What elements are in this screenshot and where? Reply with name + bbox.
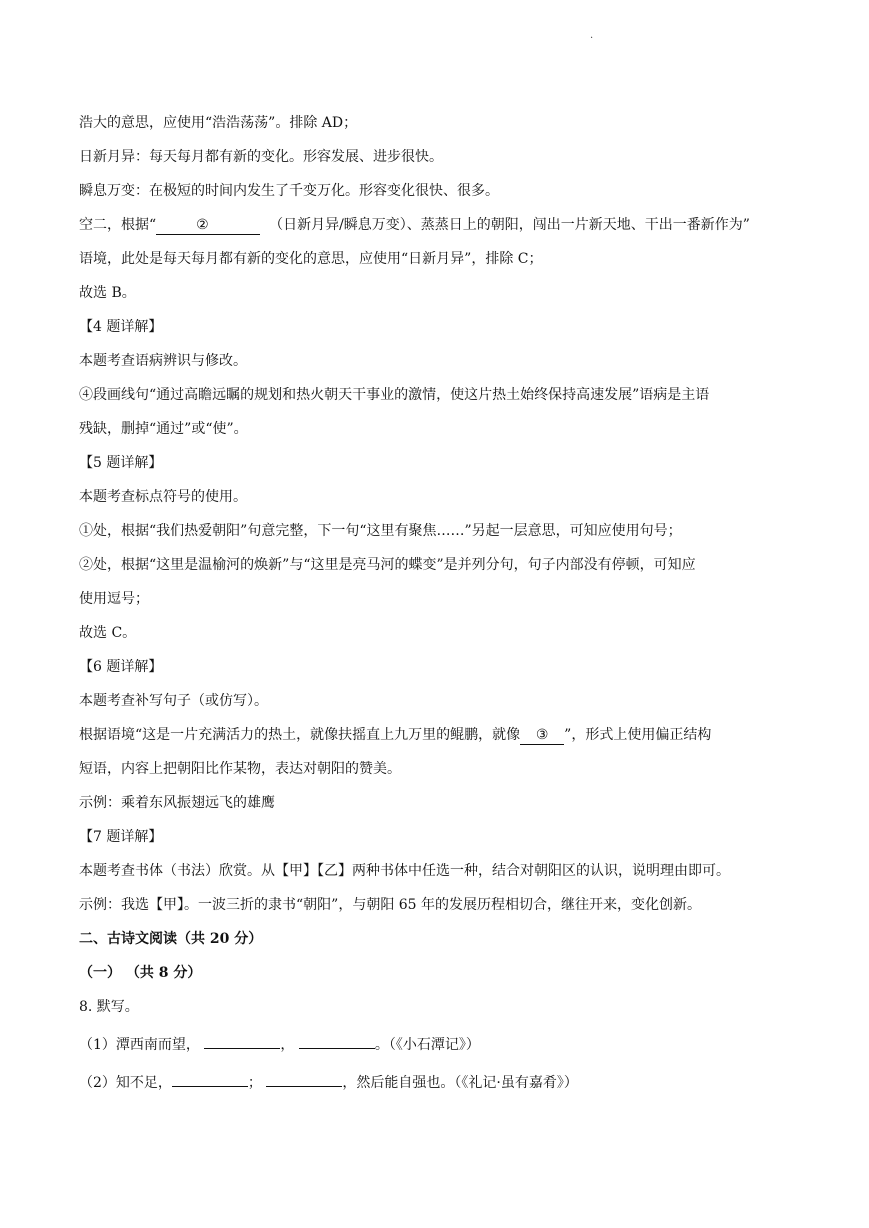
text-segment: 根据语境“这是一片充满活力的热土，就像扶摇直上九万里的鲲鹏，就像 bbox=[79, 727, 521, 743]
text-line: 示例：我选【甲】。一波三折的隶书“朝阳”，与朝阳 65 年的发展历程相切合，继往开来，变化创新。 bbox=[79, 897, 702, 913]
text-line: 残缺，删掉“通过”或“使”。 bbox=[79, 421, 248, 437]
text-segment: 空二，根据“ bbox=[79, 217, 157, 233]
text-line: 本题考查标点符号的使用。 bbox=[79, 489, 247, 505]
text-segment: ； bbox=[247, 1075, 262, 1091]
text-segment: ”，形式上使用偏正结构 bbox=[564, 727, 712, 743]
text-line: 本题考查书体（书法）欣赏。从【甲】【乙】两种书体中任选一种，结合对朝阳区的认识，说明理由即可。 bbox=[79, 863, 730, 879]
answer-blank bbox=[266, 1070, 342, 1087]
text-line: 浩大的意思，应使用“浩浩荡荡”。排除 AD； bbox=[79, 115, 358, 131]
section-heading: 【4 题详解】 bbox=[79, 319, 163, 335]
text-line: 使用逗号； bbox=[79, 591, 149, 607]
text-line: 日新月异：每天每月都有新的变化。形容发展、进步很快。 bbox=[79, 149, 443, 165]
document-body bbox=[79, 106, 799, 1100]
question-title: 8. 默写。 bbox=[79, 999, 139, 1015]
blank-3: ③ bbox=[520, 726, 564, 745]
part-heading: 二、古诗文阅读（共 20 分） bbox=[79, 931, 263, 947]
text-line: 瞬息万变：在极短的时间内发生了千变万化。形容变化很快、很多。 bbox=[79, 183, 499, 199]
answer-blank bbox=[299, 1032, 375, 1049]
question-line bbox=[79, 1028, 799, 1062]
text-segment: 。（《小石潭记》） bbox=[374, 1037, 480, 1053]
text-segment: （1）潭西南而望， bbox=[79, 1037, 200, 1053]
text-line bbox=[79, 718, 799, 752]
text-line: 示例：乘着东风振翅远飞的雄鹰 bbox=[79, 795, 275, 811]
section-heading: 【5 题详解】 bbox=[79, 455, 163, 471]
text-line: ②处，根据“这里是温榆河的焕新”与“这里是亮马河的蝶变”是并列分句，句子内部没有停顿，可知应 bbox=[79, 557, 696, 573]
text-line: ①处，根据“我们热爱朝阳”句意完整，下一句“这里有聚焦……”另起一层意思，可知应使用句号； bbox=[79, 523, 682, 539]
text-segment: （2）知不足， bbox=[79, 1075, 172, 1091]
question-line bbox=[79, 1066, 799, 1100]
text-line: 语境，此处是每天每月都有新的变化的意思，应使用“日新月异”，排除 C； bbox=[79, 251, 543, 267]
answer-blank bbox=[172, 1070, 248, 1087]
text-segment: （日新月异/瞬息万变）、蒸蒸日上的朝阳，闯出一片新天地、干出一番新作为” bbox=[269, 217, 750, 233]
text-line: 故选 B。 bbox=[79, 285, 136, 301]
text-line: ④段画线句“通过高瞻远瞩的规划和热火朝天干事业的激情，使这片热土始终保持高速发展”语病是主语 bbox=[79, 387, 710, 403]
section-heading: 【7 题详解】 bbox=[79, 829, 163, 845]
text-line: 故选 C。 bbox=[79, 625, 137, 641]
header-dot: . bbox=[590, 30, 594, 41]
text-line: 短语，内容上把朝阳比作某物，表达对朝阳的赞美。 bbox=[79, 761, 401, 777]
subpart-heading: （一） （共 8 分） bbox=[79, 965, 202, 981]
text-line: 本题考查语病辨识与修改。 bbox=[79, 353, 247, 369]
text-line bbox=[79, 208, 799, 242]
section-heading: 【6 题详解】 bbox=[79, 659, 163, 675]
blank-2: ② bbox=[156, 216, 260, 235]
answer-blank bbox=[204, 1032, 280, 1049]
text-line: 本题考查补写句子（或仿写）。 bbox=[79, 693, 268, 709]
text-segment: ，然后能自强也。（《礼记·虽有嘉肴》） bbox=[342, 1075, 578, 1091]
text-segment: ， bbox=[280, 1037, 295, 1053]
